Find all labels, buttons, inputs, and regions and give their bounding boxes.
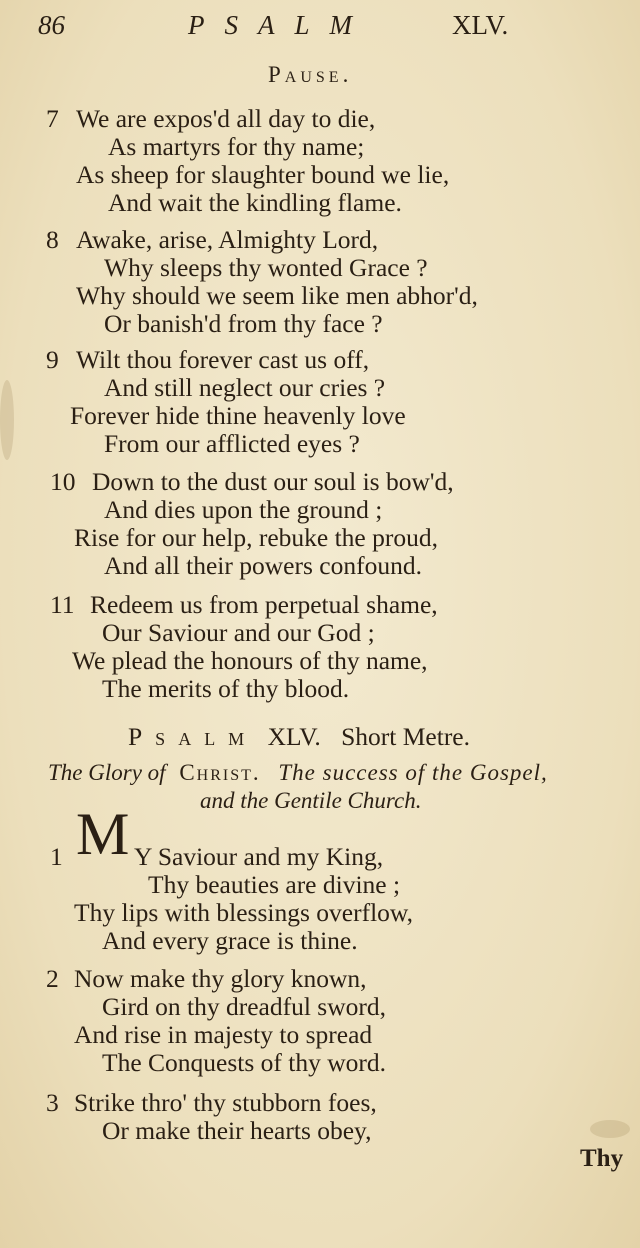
- verse-line: Thy lips with blessings overflow,: [74, 898, 414, 927]
- running-title: PSALM: [188, 10, 372, 40]
- verse-line: Redeem us from perpetual shame,: [90, 590, 438, 619]
- verse-line: And all their powers confound.: [104, 551, 422, 580]
- psalm-subtitle-line-2: and the Gentile Church.: [200, 788, 422, 813]
- verse-line: Y Saviour and my King,: [134, 842, 384, 871]
- stanza-number: 2: [46, 964, 59, 993]
- stanza-number: 7: [46, 104, 59, 133]
- stanza-number: 9: [46, 345, 59, 374]
- psalm-word: Psalm: [128, 722, 258, 751]
- psalm-heading: [128, 722, 470, 752]
- psalm-roman: XLV.: [267, 722, 321, 751]
- subtitle-part: The Glory of: [48, 760, 166, 785]
- page-stain: [0, 380, 14, 460]
- verse-line: Thy beauties are divine ;: [148, 870, 401, 899]
- verse-line: Strike thro' thy stubborn foes,: [74, 1088, 377, 1117]
- verse-line: We plead the honours of thy name,: [72, 646, 428, 675]
- subtitle-christ: Christ.: [179, 760, 261, 785]
- stanza-number: 11: [50, 590, 75, 619]
- page-number: 86: [38, 10, 65, 40]
- stanza-number: 1: [50, 842, 63, 871]
- verse-line: And rise in majesty to spread: [74, 1020, 373, 1049]
- psalm-subtitle-line-1: [48, 760, 548, 786]
- verse-line: Down to the dust our soul is bow'd,: [92, 467, 454, 496]
- psalm-metre: Short Metre.: [341, 722, 471, 751]
- verse-line: The merits of thy blood.: [102, 674, 350, 703]
- subtitle-part: The success of the Gospel,: [278, 760, 548, 785]
- page-stain: [590, 1120, 630, 1138]
- stanza-number: 10: [50, 467, 76, 496]
- verse-line: And wait the kindling flame.: [108, 188, 402, 217]
- stanza-number: 8: [46, 225, 59, 254]
- verse-line: Why should we seem like men abhor'd,: [76, 281, 478, 310]
- verse-line: From our afflicted eyes ?: [104, 429, 360, 458]
- stanza-number: 3: [46, 1088, 59, 1117]
- verse-line: As sheep for slaughter bound we lie,: [76, 160, 450, 189]
- catchword: Thy: [580, 1145, 624, 1172]
- verse-line: Rise for our help, rebuke the proud,: [74, 523, 438, 552]
- verse-line: Now make thy glory known,: [74, 964, 367, 993]
- verse-line: And dies upon the ground ;: [104, 495, 383, 524]
- verse-line: And every grace is thine.: [102, 926, 358, 955]
- verse-line: Why sleeps thy wonted Grace ?: [104, 253, 428, 282]
- verse-line: Wilt thou forever cast us off,: [76, 345, 370, 374]
- verse-line: Awake, arise, Almighty Lord,: [76, 225, 379, 254]
- pause-heading: Pause.: [268, 62, 353, 87]
- running-psalm-number: XLV.: [452, 10, 509, 40]
- verse-line: The Conquests of thy word.: [102, 1048, 387, 1077]
- verse-line: Forever hide thine heavenly love: [70, 401, 406, 430]
- verse-line: Our Saviour and our God ;: [102, 618, 375, 647]
- verse-line: Or make their hearts obey,: [102, 1116, 372, 1145]
- verse-line: Or banish'd from thy face ?: [104, 309, 383, 338]
- verse-line: As martyrs for thy name;: [108, 132, 365, 161]
- verse-line: We are expos'd all day to die,: [76, 104, 376, 133]
- verse-line: Gird on thy dreadful sword,: [102, 992, 386, 1021]
- verse-line: And still neglect our cries ?: [104, 373, 386, 402]
- drop-capital: M: [76, 801, 130, 867]
